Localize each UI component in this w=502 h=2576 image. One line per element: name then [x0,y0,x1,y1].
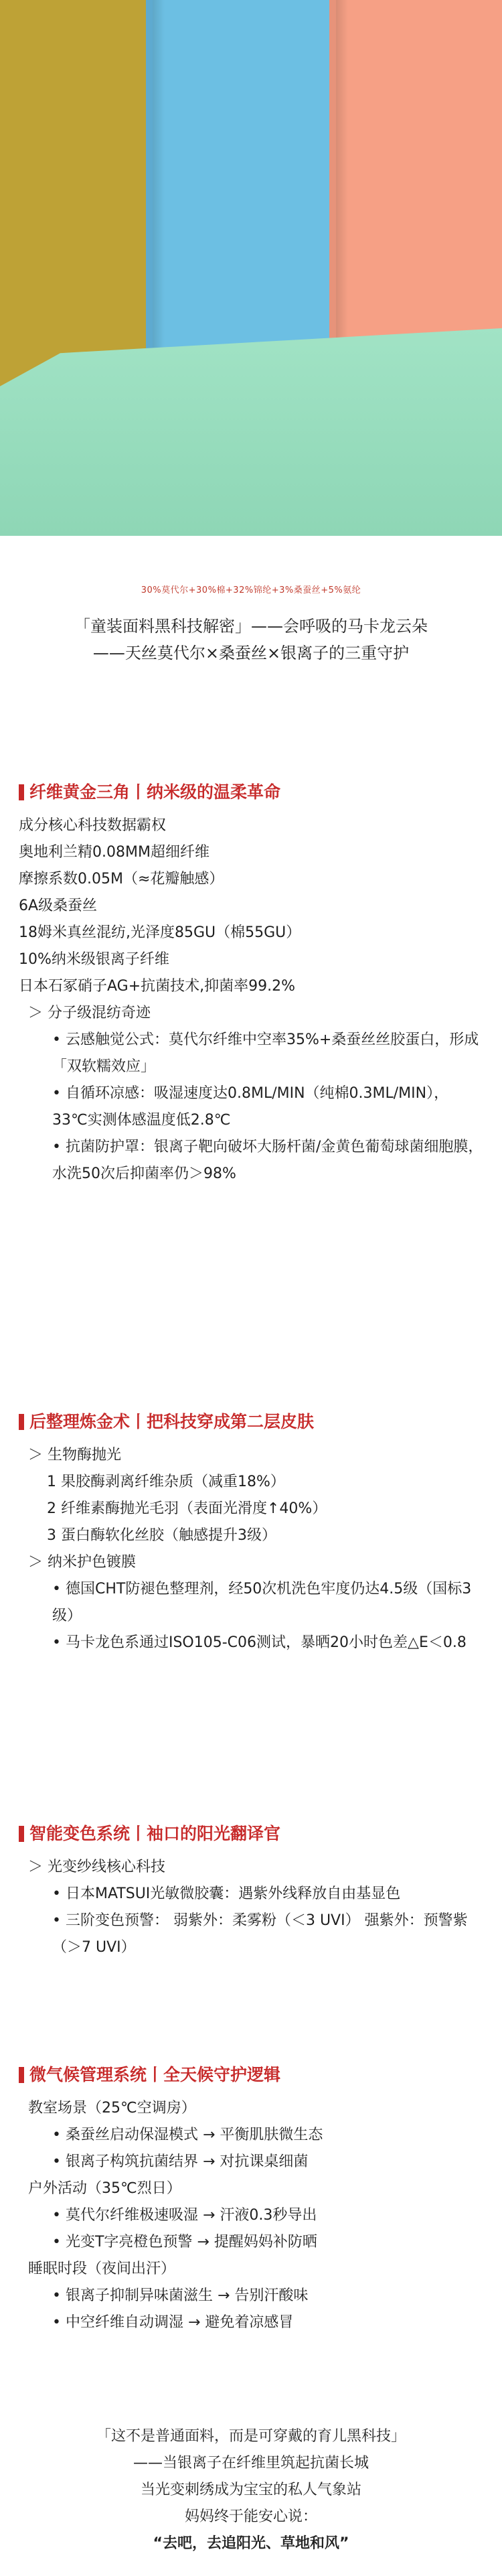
closing-line-1: 「这不是普通面料，而是可穿戴的育儿黑科技」 [96,2428,406,2445]
bullet-item: • 德国CHT防褪色整理剂，经50次机洗色牢度仍达4.5级（国标3级） [52,1581,472,1624]
numbered-item: 2 纤维素酶抛光毛羽（表面光滑度↑40%） [47,1500,327,1517]
bullet-item: • 桑蚕丝启动保湿模式 → 平衡肌肤微生态 [52,2127,323,2143]
heading-marker [19,1414,24,1430]
mint-fabric-swatch [0,328,502,536]
intro-block [27,613,475,666]
bullet-item: • 日本MATSUI光敏微胶囊：遇紫外线释放自由基显色 [52,1885,401,1902]
closing-line-4: 妈妈终于能安心说： [184,2508,317,2525]
section-body [19,812,483,1188]
subheading-line: ＞ 光变纱线核心科技 [28,1859,165,1875]
numbered-item: 3 蛋白酶软化丝胶（触感提升3级） [47,1527,276,1544]
section-microclimate [19,2063,483,2336]
heading-marker [19,1826,24,1842]
text-line: 10%纳米级银离子纤维 [19,951,169,968]
subheading-line: ＞ 分子级混纺奇迹 [28,1005,151,1021]
text-line: 18姆米真丝混纺,光泽度85GU（棉55GU） [19,924,301,941]
section-heading: 微气候管理系统丨全天候守护逻辑 [19,2063,483,2087]
text-line: 奥地利兰精0.08MM超细纤维 [19,844,210,861]
bullet-item: • 三阶变色预警： 弱紫外：柔雾粉（＜3 UVI） 强紫外：预警紫（＞7 UVI） [52,1912,468,1956]
subheading-line: ＞ 纳米护色镀膜 [28,1554,136,1571]
text-line: 成分核心科技数据霸权 [19,817,167,834]
section-body [19,2095,483,2336]
subheading-line: ＞ 生物酶抛光 [28,1447,121,1463]
fabric-photo [0,0,502,536]
section-heading: 智能变色系统丨袖口的阳光翻译官 [19,1822,483,1846]
bullet-item: • 自循环凉感：吸湿速度达0.8ML/MIN（纯棉0.3ML/MIN），33℃实测体感温度低2.8℃ [52,1085,449,1129]
section-body [19,1442,483,1656]
bullet-item: • 中空纤维自动调湿 → 避免着凉感冒 [52,2314,294,2331]
section-color-change [19,1822,483,1961]
composition-caption: 30%莫代尔+30%棉+32%锦纶+3%桑蚕丝+5%氨纶 [141,585,361,595]
numbered-item: 1 果胶酶剥离纤维杂质（减重18%） [47,1474,285,1490]
scene-label: 户外活动（35℃烈日） [28,2180,181,2197]
bullet-item: • 云感触觉公式：莫代尔纤维中空率35%+桑蚕丝丝胶蛋白，形成「双软糯效应」 [52,1031,479,1075]
section-heading: 纤维黄金三角丨纳米级的温柔革命 [19,780,483,804]
bullet-item: • 莫代尔纤维极速吸湿 → 汗液0.3秒导出 [52,2207,317,2224]
heading-marker [19,2067,24,2083]
intro-line-1: 「童装面料黑科技解密」——会呼吸的马卡龙云朵 [74,617,428,636]
scene-label: 教室场景（25℃空调房） [28,2100,196,2117]
bullet-item: • 银离子抑制异味菌滋生 → 告别汗酸味 [52,2287,309,2304]
bullet-item: • 马卡龙色系通过ISO105-C06测试，暴晒20小时色差△E＜0.8 [52,1634,467,1651]
text-line: 6A级桑蚕丝 [19,898,98,914]
text-line: 日本石冢硝子AG+抗菌技术,抑菌率99.2% [19,978,296,995]
closing-line-5: “去吧，去追阳光、草地和风” [153,2535,349,2552]
olive-fabric-swatch [0,0,167,388]
section-heading: 后整理炼金术丨把科技穿成第二层皮肤 [19,1410,483,1434]
intro-line-2: ——天丝莫代尔×桑蚕丝×银离子的三重守护 [92,644,410,662]
bullet-item: • 光变T字亮橙色预警 → 提醒妈妈补防晒 [52,2234,317,2250]
blue-fabric-swatch [146,0,347,375]
section-fiber [19,780,483,1188]
heading-marker [19,784,24,800]
bullet-item: • 抗菌防护罩：银离子靶向破坏大肠杆菌/金黄色葡萄球菌细胞膜，水洗50次后抑菌率仍＞98% [52,1139,483,1182]
bullet-item: • 银离子构筑抗菌结界 → 对抗课桌细菌 [52,2153,309,2170]
closing-block [20,2423,482,2557]
closing-line-2: ——当银离子在纤维里筑起抗菌长城 [133,2455,369,2472]
closing-line-3: 当光变刺绣成为宝宝的私人气象站 [140,2482,361,2498]
scene-label: 睡眠时段（夜间出汗） [28,2261,176,2277]
text-line: 摩擦系数0.05M（≈花瓣触感） [19,871,224,887]
section-body [19,1854,483,1961]
section-finishing [19,1410,483,1656]
